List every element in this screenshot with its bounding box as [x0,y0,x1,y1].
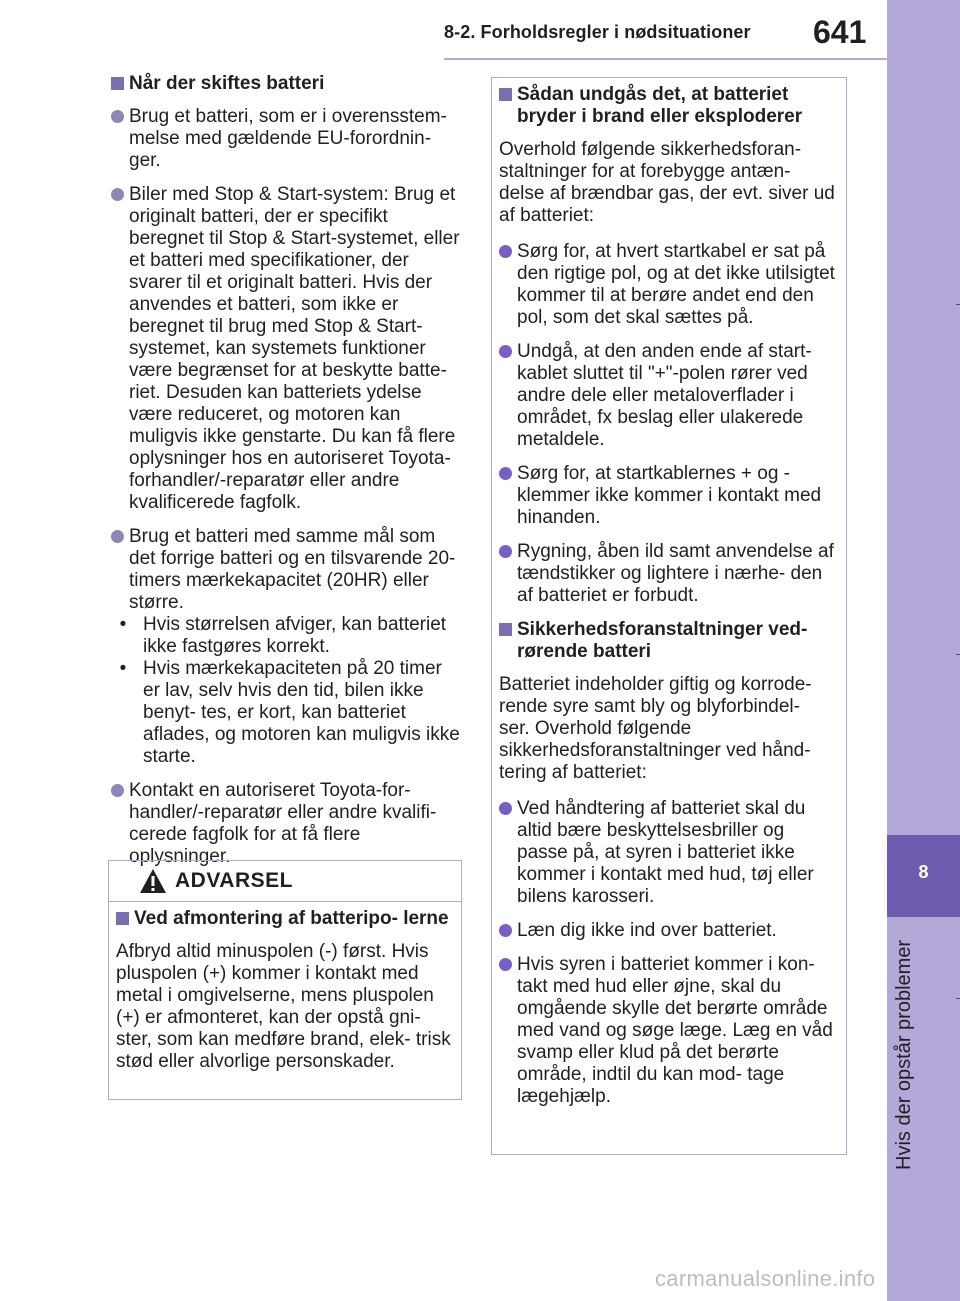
circle-bullet-icon [499,958,512,971]
square-bullet-icon [499,88,512,101]
list-item: Brug et batteri, som er i overensstem- melse med gældende EU-forordnin- ger. [111,106,461,172]
section-heading: Sådan undgås det, at batteriet bryder i brand eller eksploderer [499,84,835,128]
left-column [111,73,461,880]
info-box [491,77,847,1155]
warning-triangle-icon [139,868,167,894]
circle-bullet-icon [499,245,512,258]
warning-header [109,861,461,902]
list-item: Undgå, at den anden ende af start- kablet sluttet til "+"-polen rører ved andre dele eller metaloverflader i området, fx beslag eller ulakerede metaldele. [499,341,835,451]
chapter-number: 8 [918,862,929,882]
circle-bullet-icon [499,467,512,480]
list-item: Kontakt en autoriseret Toyota-for- handler/-reparatør eller andre kvalifi- cerede fagfolk for at få flere oplysninger. [111,780,461,868]
chapter-title: Hvis der opstår problemer [893,939,915,1170]
section-title: 8-2. Forholdsregler i nødsituationer [444,22,751,42]
list-item: Rygning, åben ild samt anvendelse af tændstikker og lightere i nærhe- den af batteriet er forbudt. [499,541,835,607]
section-heading: Sikkerhedsforanstaltninger ved- rørende batteri [499,619,835,663]
watermark: carmanualsonline.info [655,1266,876,1291]
square-bullet-icon [111,77,124,90]
circle-bullet-icon [111,784,124,797]
info-content [499,84,835,1120]
header-divider [444,58,887,60]
list-item: Ved håndtering af batteriet skal du altid bære beskyttelsesbriller og passe på, at syren i batteriet ikke kommer i kontakt med hud, tøj eller bilens karosseri. [499,798,835,908]
warning-text: Afbryd altid minuspolen (-) først. Hvis pluspolen (+) kommer i kontakt med metal i omgivelserne, mens pluspolen (+) er afmonteret, kan der opstå gni- ster, som kan medføre brand, elek- trisk stød eller alvorlige personskader. [116,941,451,1072]
circle-bullet-icon [111,110,124,123]
list-item: Brug et batteri med samme mål som det forrige batteri og en tilsvarende 20-timers mærkekapacitet (20HR) eller større. [111,526,461,614]
warning-box [108,860,462,1100]
paragraph: Batteriet indeholder giftig og korrode- rende syre samt bly og blyforbindel- ser. Overhold følgende sikkerhedsforanstaltninger ved hånd- tering af batteriet: [499,674,812,783]
warning-heading: Ved afmontering af batteripo- lerne [116,908,451,930]
list-item: Hvis syren i batteriet kommer i kon- takt med hud eller øjne, skal du omgående skylle det berørte område med vand og søge læge. Læg en våd svamp eller klud på det berørte område, indtil du kan mod- tage lægehjælp. [499,954,835,1108]
list-item: Sørg for, at startkablernes + og - klemmer ikke kommer i kontakt med hinanden. [499,463,835,529]
list-item: Sørg for, at hvert startkabel er sat på den rigtige pol, og at det ikke utilsigtet kommer til at berøre andet end den pol, som det skal sættes på. [499,241,835,329]
circle-bullet-icon [499,924,512,937]
list-item: Læn dig ikke ind over batteriet. [499,920,835,942]
sub-list-item: • Hvis mærkekapaciteten på 20 timer er lav, selv hvis den tid, bilen ikke benyt- tes, er kort, kan batteriet aflades, og motoren kan muligvis ikke starte. [119,658,460,767]
circle-bullet-icon [111,188,124,201]
sub-list-item: • Hvis størrelsen afviger, kan batteriet ikke fastgøres korrekt. [119,614,447,657]
list-item: Biler med Stop & Start-system: Brug et originalt batteri, der er specifikt beregnet til Stop & Start-systemet, eller et batteri med specifikationer, der svarer til et originalt batteri. Hvis der anvendes et batteri, som ikke er beregnet til brug med Stop & Start- systemet, kan systemets funktioner være begrænset for at beskytte batte- riet. Desuden kan batteriets ydelse være reduceret, og motoren kan muligvis ikke genstarte. Du kan få flere oplysninger hos en autoriseret Toyota-forhandler/-reparatør eller andre kvalificerede fagfolk. [111,184,461,514]
page-header [0,0,887,62]
paragraph: Overhold følgende sikkerhedsforan- staltninger for at forebygge antæn- delse af brændbar gas, der evt. siver ud af batteriet: [499,139,835,226]
section-heading: Når der skiftes batteri [111,73,461,95]
circle-bullet-icon [499,345,512,358]
square-bullet-icon [116,912,129,925]
page-number: 641 [813,14,867,50]
warning-content [116,908,451,1073]
edge-tick [956,998,960,999]
edge-tick [956,304,960,305]
circle-bullet-icon [499,545,512,558]
edge-tick [956,654,960,655]
warning-title: ADVARSEL [175,869,293,892]
square-bullet-icon [499,623,512,636]
circle-bullet-icon [499,802,512,815]
circle-bullet-icon [111,530,124,543]
